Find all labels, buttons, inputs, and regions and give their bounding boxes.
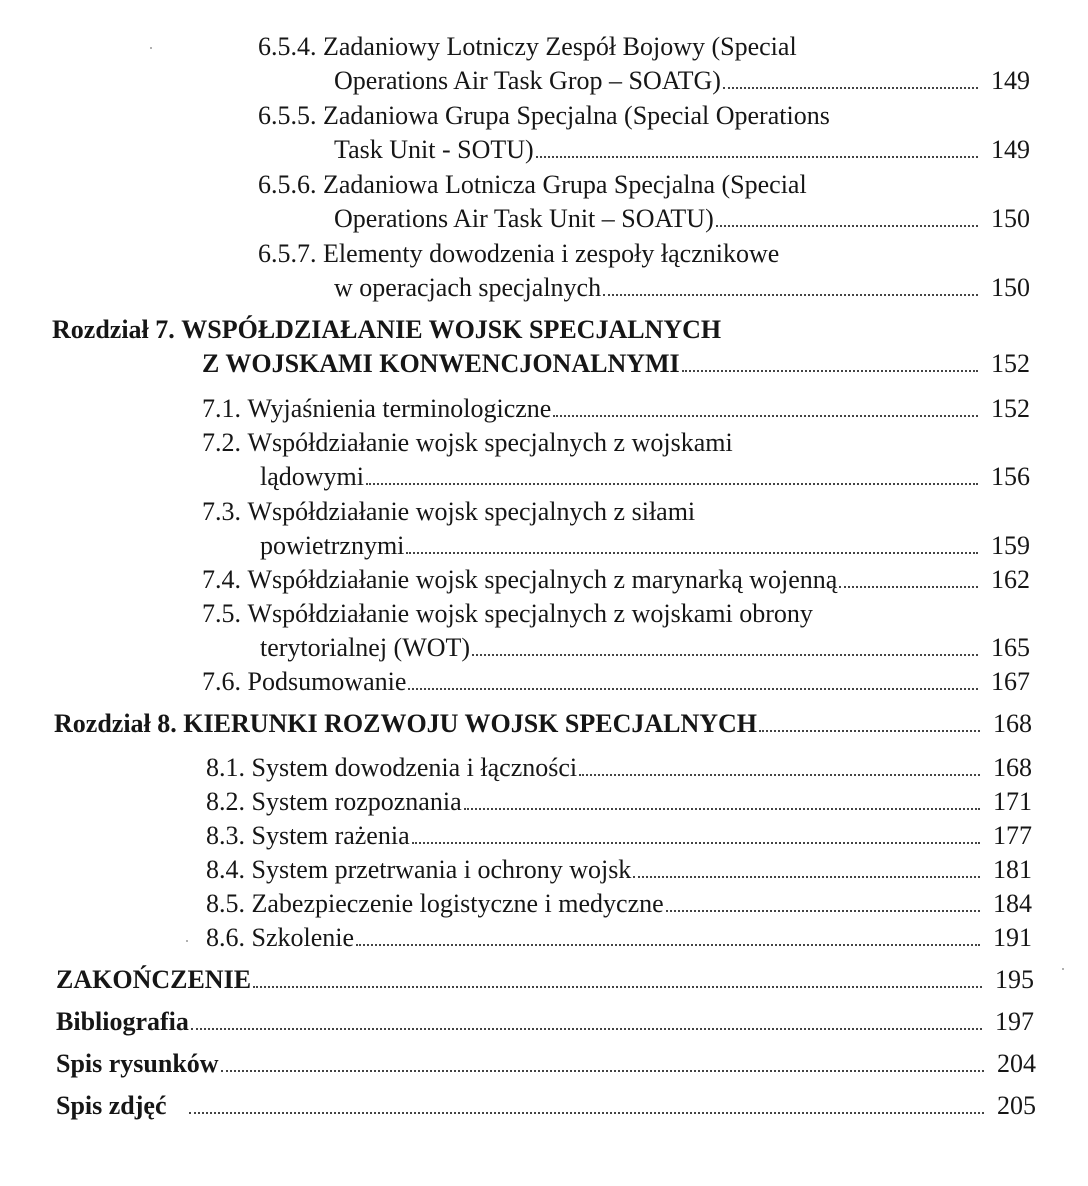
scan-speck [1062,968,1064,970]
toc-entry-number: 8.5. [206,889,245,918]
toc-entry-title: System rozpoznania [251,787,462,816]
scan-speck [186,940,188,942]
leader-dots [189,1112,985,1114]
toc-entry [202,665,1030,699]
toc-entry-page: 165 [991,633,1030,662]
leader-dots [603,294,978,296]
leader-dots [221,1070,984,1072]
toc-entry-title: Współdziałanie wojsk specjalnych z wojskami obrony [247,599,813,628]
toc-entry [258,237,1030,305]
toc-entry-title: Zabezpieczenie logistyczne i medyczne [251,889,664,918]
leader-dots [356,944,980,946]
toc-entry-number: 8.6. [206,923,245,952]
toc-entry [206,751,1032,785]
toc-entry-page: 162 [991,565,1030,594]
toc-entry-number: 8.1. [206,753,245,782]
toc-entry-page: 168 [993,753,1032,782]
toc-entry [202,563,1030,597]
toc-entry-number: 8.2. [206,787,245,816]
toc-entry-title: Szkolenie [251,923,355,952]
toc-entry-page: 150 [991,273,1030,302]
toc-entry-title: Zadaniowy Lotniczy Zespół Bojowy (Special [323,32,797,61]
toc-entry-page: 152 [991,349,1030,378]
leader-dots [366,483,978,485]
chapter-title: WSPÓŁDZIAŁANIE WOJSK SPECJALNYCH [181,315,722,344]
toc-entry-number: 6.5.7. [258,239,317,268]
toc-backmatter-entry [56,963,1034,997]
toc-entry-number: 7.1. [202,394,241,423]
toc-entry-title: System przetrwania i ochrony wojsk [251,855,632,884]
toc-entry-title-continued: Operations Air Task Grop – SOATG) [334,66,721,95]
leader-dots [553,415,978,417]
leader-dots [633,876,980,878]
toc-entry-page: 205 [997,1091,1036,1120]
toc-entry-page: 167 [991,667,1030,696]
leader-dots [759,730,980,732]
toc-entry-page: 184 [993,889,1032,918]
toc-entry [202,392,1030,426]
leader-dots [412,842,980,844]
leader-dots [191,1028,982,1030]
toc-entry [206,785,1032,819]
toc-entry-page: 195 [995,965,1034,994]
toc-entry-page: 171 [993,787,1032,816]
toc-entry-page: 150 [991,204,1030,233]
toc-entry-number: 7.2. [202,428,241,457]
toc-entry-title: Wyjaśnienia terminologiczne [247,394,552,423]
toc-entry-page: 204 [997,1049,1036,1078]
toc-entry-title-continued: Task Unit - SOTU) [334,135,534,164]
toc-entry-number: 7.4. [202,565,241,594]
toc-entry [206,921,1032,955]
leader-dots [682,370,978,372]
toc-entry-title: Spis zdjęć [56,1091,167,1120]
toc-entry-title-continued: Operations Air Task Unit – SOATU) [334,204,714,233]
toc-entry-title-continued: powietrznymi [260,531,405,560]
toc-entry-number: 7.5. [202,599,241,628]
leader-dots [406,552,978,554]
toc-entry-title: Współdziałanie wojsk specjalnych z wojskami [247,428,733,457]
chapter-number: Rozdział 7. [52,315,175,344]
toc-entry-title: ZAKOŃCZENIE [56,965,252,994]
leader-dots [464,808,980,810]
toc-entry [258,30,1030,98]
leader-dots [253,986,982,988]
toc-entry-title: Zadaniowa Lotnicza Grupa Specjalna (Special [323,170,807,199]
toc-backmatter-entry [56,1047,1036,1081]
toc-entry [202,426,1030,494]
toc-entry-title: System dowodzenia i łączności [251,753,578,782]
toc-entry-number: 7.3. [202,497,241,526]
toc-entry-title: Współdziałanie wojsk specjalnych z marynarką wojenną [247,565,838,594]
toc-entry [258,99,1030,167]
toc-entry [258,168,1030,236]
chapter-title-continued: Z WOJSKAMI KONWENCJONALNYMI [202,349,680,378]
chapter-title: KIERUNKI ROZWOJU WOJSK SPECJALNYCH [183,709,758,738]
toc-entry-page: 191 [993,923,1032,952]
toc-entry-number: 7.6. [202,667,241,696]
leader-dots [408,688,978,690]
toc-entry-page: 156 [991,462,1030,491]
toc-entry-number: 6.5.4. [258,32,317,61]
toc-chapter-entry [52,313,1030,381]
toc-entry-title: Spis rysunków [56,1049,219,1078]
leader-dots [579,774,980,776]
toc-entry [206,819,1032,853]
toc-entry-number: 6.5.5. [258,101,317,130]
toc-entry-page: 152 [991,394,1030,423]
chapter-number: Rozdział 8. [54,709,177,738]
leader-dots [472,654,978,656]
toc-entry [202,495,1030,563]
leader-dots [723,87,978,89]
toc-entry-number: 6.5.6. [258,170,317,199]
toc-entry-title-continued: lądowymi [260,462,364,491]
toc-entry [202,597,1030,665]
toc-entry-title: Bibliografia [56,1007,189,1036]
leader-dots [536,156,978,158]
toc-entry-page: 149 [991,66,1030,95]
leader-dots [839,586,978,588]
toc-chapter-entry [54,707,1032,741]
toc-entry-title: Elementy dowodzenia i zespoły łącznikowe [323,239,780,268]
toc-entry-page: 181 [993,855,1032,884]
toc-entry-title: Współdziałanie wojsk specjalnych z siłami [247,497,696,526]
toc-entry-page: 177 [993,821,1032,850]
toc-entry-page: 168 [993,709,1032,738]
scan-speck [150,47,152,49]
toc-entry-title-continued: w operacjach specjalnych [334,273,602,302]
leader-dots [666,910,980,912]
toc-entry-page: 159 [991,531,1030,560]
toc-entry-number: 8.4. [206,855,245,884]
toc-entry-page: 197 [995,1007,1034,1036]
toc-backmatter-entry [56,1005,1034,1039]
toc-entry-number: 8.3. [206,821,245,850]
toc-entry-title: Zadaniowa Grupa Specjalna (Special Operations [323,101,830,130]
toc-entry-title: System rażenia [251,821,410,850]
toc-entry-title: Podsumowanie [247,667,407,696]
toc-entry [206,887,1032,921]
leader-dots [716,225,978,227]
toc-backmatter-entry [56,1089,1036,1123]
toc-entry [206,853,1032,887]
toc-entry-page: 149 [991,135,1030,164]
toc-entry-title-continued: terytorialnej (WOT) [260,633,471,662]
